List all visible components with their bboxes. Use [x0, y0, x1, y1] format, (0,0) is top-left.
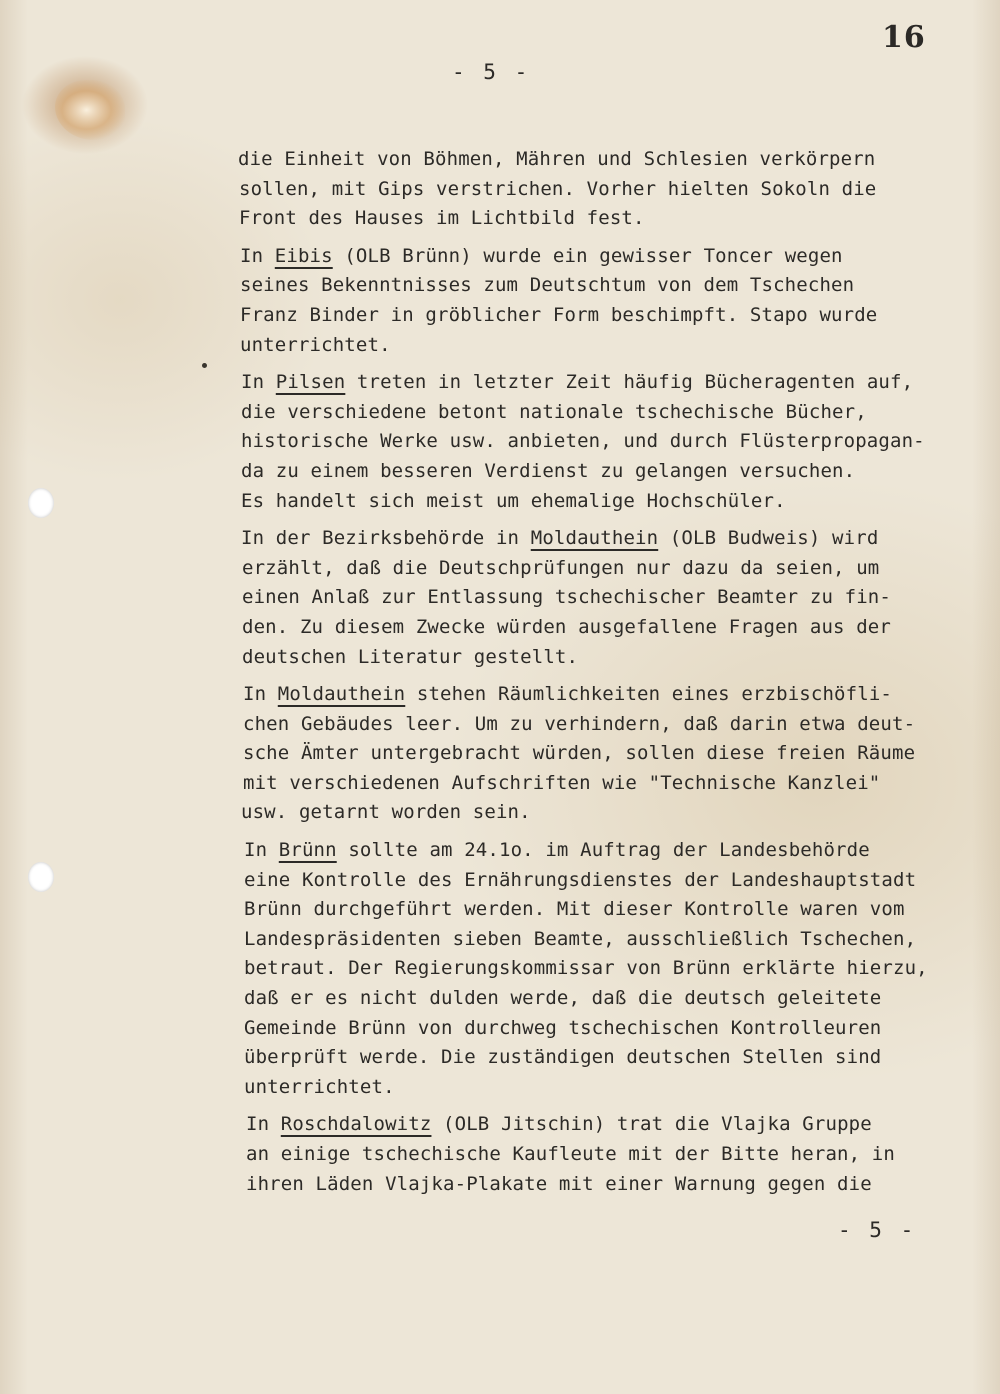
- place-name-underlined: Brünn: [278, 839, 337, 862]
- text-line: deutschen Literatur gestellt.: [242, 645, 579, 668]
- text-line: betraut. Der Regierungskommissar von Brünn erklärte hierzu,: [244, 957, 928, 980]
- text-line: Gemeinde Brünn von durchweg tschechischen Kontrolleuren: [244, 1016, 882, 1039]
- text-line: sche Ämter untergebracht würden, sollen diese freien Räume: [243, 742, 916, 765]
- paragraph: [238, 368, 978, 516]
- line-prefix: In der Bezirksbehörde in: [241, 527, 531, 550]
- text-line: Front des Hauses im Lichtbild fest.: [239, 207, 645, 230]
- line-rest: sollte am 24.1o. im Auftrag der Landesbehörde: [336, 839, 870, 862]
- page-number-top: - 5 -: [452, 60, 531, 84]
- text-line: [244, 836, 978, 866]
- text-line: usw. getarnt worden sein.: [241, 801, 531, 824]
- text-line: die verschiedene betont nationale tschechische Bücher,: [241, 400, 867, 423]
- text-line: sollen, mit Gips verstrichen. Vorher hielten Sokoln die: [239, 177, 877, 200]
- text-line: erzählt, daß die Deutschprüfungen nur dazu da seien, um: [242, 556, 880, 579]
- line-rest: (OLB Budweis) wird: [658, 527, 879, 550]
- text-line: [240, 242, 978, 272]
- paragraph: [238, 680, 978, 828]
- text-line: unterrichtet.: [244, 1075, 395, 1098]
- text-line: unterrichtet.: [240, 333, 391, 356]
- text-line: Franz Binder in gröblicher Form beschimpft. Stapo wurde: [240, 303, 878, 326]
- line-rest: (OLB Brünn) wurde ein gewisser Toncer wegen: [332, 244, 843, 267]
- text-line: die Einheit von Böhmen, Mähren und Schlesien verkörpern: [238, 148, 876, 170]
- text-line: chen Gebäudes leer. Um zu verhindern, daß darin etwa deut-: [243, 712, 916, 735]
- text-line: [241, 368, 978, 398]
- line-prefix: In: [240, 244, 275, 267]
- place-name-underlined: Moldauthein: [530, 527, 659, 550]
- text-line: mit verschiedenen Aufschriften wie "Technische Kanzlei": [243, 771, 881, 794]
- line-prefix: In: [241, 371, 276, 394]
- text-line: einen Anlaß zur Entlassung tschechischer Beamter zu fin-: [242, 586, 891, 609]
- text-line: historische Werke usw. anbieten, und durch Flüsterpropagan-: [241, 430, 925, 453]
- text-line: da zu einem besseren Verdienst zu gelangen versuchen.: [241, 459, 856, 482]
- text-line: [241, 524, 978, 554]
- text-line: an einige tschechische Kaufleute mit der Bitte heran, in: [246, 1143, 895, 1165]
- line-rest: (OLB Jitschin) trat die Vlajka Gruppe: [431, 1113, 872, 1136]
- line-prefix: In: [243, 683, 278, 706]
- line-rest: treten in letzter Zeit häufig Bücheragenten auf,: [345, 371, 914, 394]
- text-line: eine Kontrolle des Ernährungsdienstes der Landeshauptstadt: [244, 868, 917, 891]
- text-line: Landespräsidenten sieben Beamte, ausschließlich Tschechen,: [244, 927, 917, 950]
- body-text: [238, 145, 978, 1207]
- place-name-underlined: Moldauthein: [277, 683, 406, 706]
- text-line: ihren Läden Vlajka-Plakate mit einer Warnung gegen die: [246, 1172, 872, 1195]
- place-name-underlined: Eibis: [274, 244, 333, 267]
- page-number-bottom: - 5 -: [838, 1218, 917, 1242]
- text-line: [246, 1110, 978, 1140]
- text-line: überprüft werde. Die zuständigen deutschen Stellen sind: [244, 1046, 882, 1069]
- place-name-underlined: Pilsen: [275, 371, 346, 394]
- paragraph: [238, 242, 978, 360]
- paper-stain: [55, 80, 125, 140]
- place-name-underlined: Roschdalowitz: [280, 1113, 432, 1136]
- line-rest: stehen Räumlichkeiten eines erzbischöfli-: [405, 683, 893, 706]
- paragraph: [238, 145, 978, 234]
- ink-speck: [202, 363, 207, 368]
- paragraph: [238, 836, 978, 1102]
- folio-number: 16: [882, 20, 926, 55]
- text-line: den. Zu diesem Zwecke würden ausgefallene Fragen aus der: [242, 615, 891, 638]
- text-line: seines Bekenntnisses zum Deutschtum von dem Tschechen: [240, 274, 855, 297]
- punch-hole-upper: [28, 488, 54, 518]
- text-line: Es handelt sich meist um ehemalige Hochschüler.: [241, 489, 786, 512]
- paragraph: [238, 1110, 978, 1199]
- text-line: [243, 680, 978, 710]
- paragraph: [238, 524, 978, 672]
- text-line: Brünn durchgeführt werden. Mit dieser Kontrolle waren vom: [244, 898, 905, 921]
- line-prefix: In: [246, 1113, 281, 1136]
- text-line: daß er es nicht dulden werde, daß die deutsch geleitete: [244, 987, 882, 1010]
- line-prefix: In: [244, 839, 279, 862]
- punch-hole-lower: [28, 862, 54, 892]
